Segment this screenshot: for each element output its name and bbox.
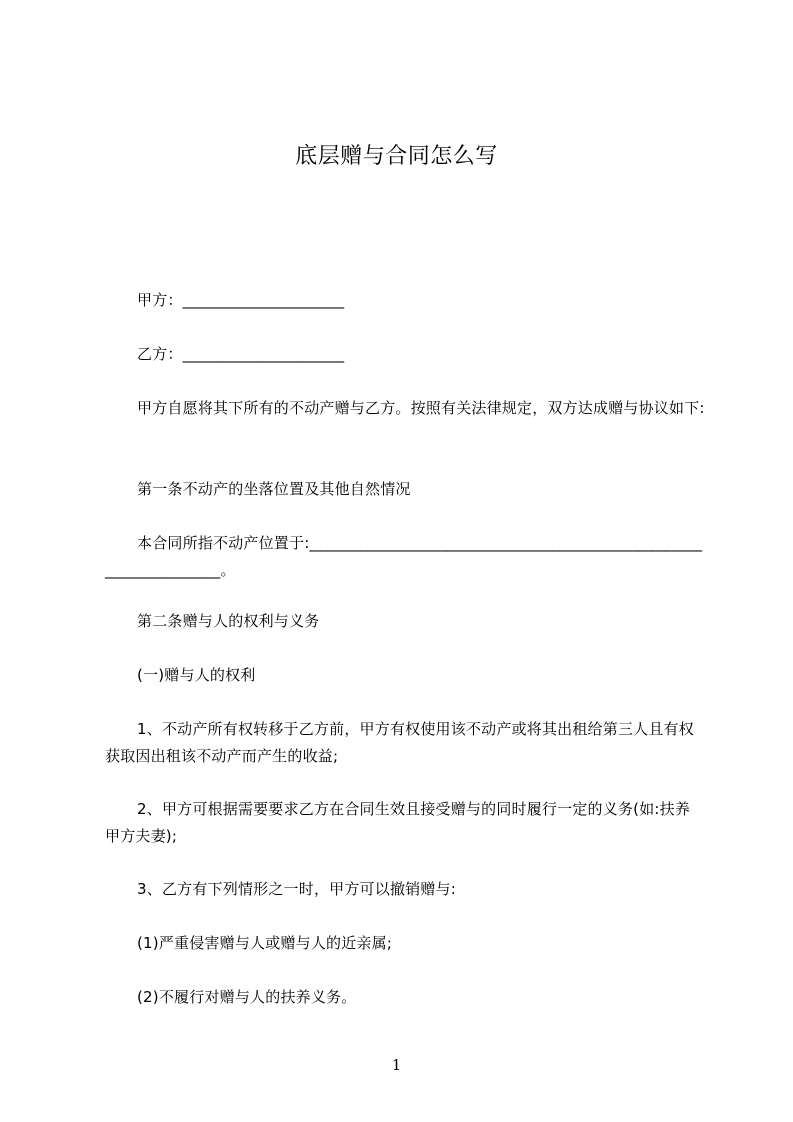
- intro-paragraph: 甲方自愿将其下所有的不动产赠与乙方。按照有关法律规定，双方达成赠与协议如下:: [137, 399, 705, 417]
- clause-2-paragraph: 2、甲方可根据需要要求乙方在合同生效且接受赠与的同时履行一定的义务(如:扶养甲方夫妻);: [105, 800, 691, 845]
- property-location-paragraph: 本合同所指不动产位置于:__________________________________________________________________。: [105, 534, 703, 579]
- article-1-heading: 第一条不动产的坐落位置及其他自然情况: [137, 480, 411, 498]
- article-2-heading: 第二条赠与人的权利与义务: [137, 612, 320, 630]
- clause-3-paragraph: 3、乙方有下列情形之一时，甲方可以撤销赠与:: [137, 880, 456, 898]
- party-b-line: 乙方：_____________________: [137, 345, 345, 363]
- clause-1-paragraph: 1、不动产所有权转移于乙方前，甲方有权使用该不动产或将其出租给第三人且有权获取因出租该不动产而产生的收益;: [105, 720, 694, 765]
- section-1-heading: (一)赠与人的权利: [137, 666, 256, 684]
- item-1-paragraph: (1)严重侵害赠与人或赠与人的近亲属;: [137, 934, 393, 952]
- party-a-line: 甲方：_____________________: [137, 291, 345, 309]
- document-title: 底层赠与合同怎么写: [295, 144, 498, 169]
- item-2-paragraph: (2)不履行对赠与人的扶养义务。: [137, 988, 357, 1006]
- page-number: 1: [391, 1056, 402, 1074]
